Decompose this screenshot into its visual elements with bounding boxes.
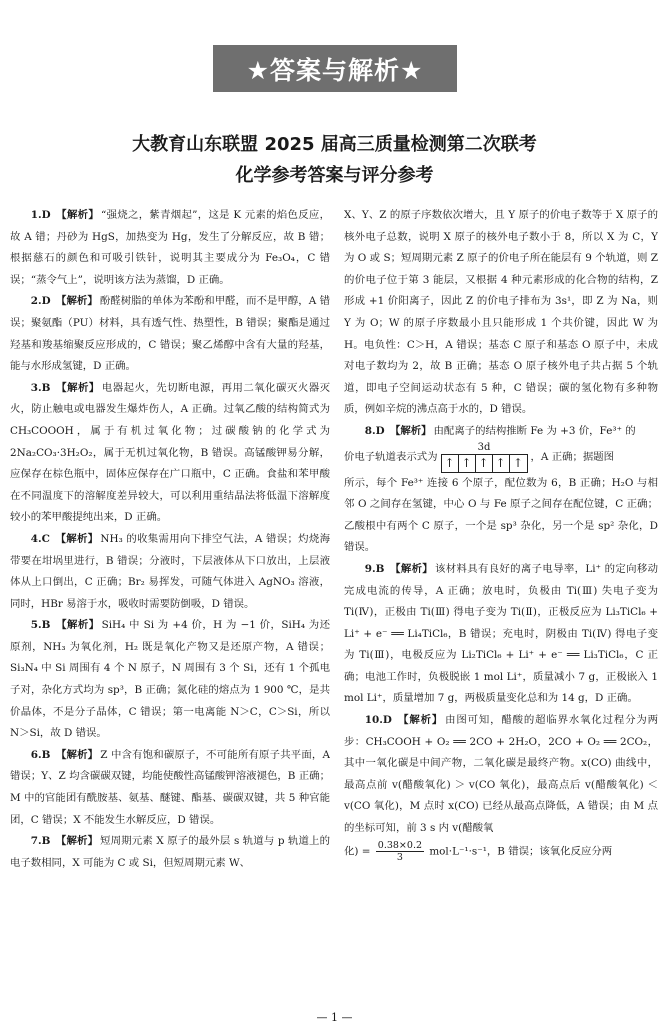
rate-fraction [376,840,424,863]
document-subtitle: 化学参考答案与评分参考 [235,165,434,186]
answer-letter: B [41,381,51,394]
analysis-tag: 【解析】 [55,835,99,848]
question-10: 10.D 【解析】 由图可知，醋酸的超临界水氧化过程分为两步：CH₃COOH + O₂ ══ 2CO + 2H₂O，2CO + O₂ ══ 2CO₂，其中一氧化碳是中间产物，二氧化碳是最终产物。x(CO) 曲线中，最高点前 v(醋酸氧化) ＞ v(CO 氧化)，最高点后 v(醋酸氧化) ＜ v(CO 氧化)，M 点时 x(CO) 已经从最高点降低，A 错误；由 M 点的坐标可知，前 3 s 内 v(醋酸氧 [344,714,658,835]
answer-letter: D [41,209,51,221]
question-8: 8.D 【解析】 由配离子的结构推断 Fe 为 +3 价，Fe³⁺ 的 [364,424,636,437]
question-4: 4.C 【解析】 NH₃ 的收集需用向下排空气法，A 错误；灼烧海带要在坩埚里进行，B 错误；分液时，下层液体从下口放出，上层液体从上口倒出，C 正确；Br₂ 易挥发，可随气体进入 AgNO₃ 溶液，同时，HBr 易溶于水，吸收时需要防倒吸，D 错误。 [10,532,330,610]
answer-letter: B [41,619,51,632]
right-column [344,205,658,1017]
orbital-box-up-arrow-icon: ↑ [459,455,476,472]
orbital-label: 3d [477,442,491,454]
analysis-tag: 【解析】 [389,424,432,437]
analysis-tag: 【解析】 [56,295,98,308]
left-column [10,205,330,1017]
orbital-diagram [441,442,528,473]
orbital-boxes [441,454,528,473]
answer-letter: B [375,562,385,575]
analysis-tag: 【解析】 [55,532,99,545]
fraction-numerator: 0.38×0.2 [377,839,423,851]
question-7-continued: X、Y、Z 的原子序数依次增大，且 Y 原子的价电子数等于 X 原子的核外电子总数，说明 X 原子的核外电子数小于 8，所以 X 为 C，Y 为 O 或 S；短周期元素 Z 原子的价电子所在能层有 9 个轨道，则 Z 的价电子位于第 3 能层，又根据 4 种元素形成的化合物的结构，Z 形成 +1 价阳离子，因此 Z 的价电子排布为 3s¹，即 Z 为 Na，则 Y 为 O；W 的原子序数最小且只能形成 1 个共价键，因此 W 为 H。电负性：C＞H，A 错误；基态 C 原子和基态 O 原子中，未成对电子数均为 2，故 B 正确；基态 O 原子核外电子共占据 5 个轨道，即电子空间运动状态有 5 种，C 错误；碳的氢化物有多种物质，例如辛烷的沸点高于水的，D 错误。 [344,209,658,416]
answer-letter: B [41,835,51,848]
orbital-box-up-arrow-icon: ↑ [493,455,510,472]
page-number: — 1 — [316,1011,353,1024]
analysis-tag: 【解析】 [56,619,100,632]
question-1: 1.D 【解析】 “强烧之，紫青烟起”，这是 K 元素的焰色反应，故 A 错；丹砂为 HgS，加热变为 Hg，发生了分解反应，故 B 错；根据慈石的颜色和可吸引铁针，说明其主要成分为 Fe₃O₄，C 错误；“蒸令气上”，说明该方法为蒸馏，D 正确。 [10,209,330,286]
question-10-rate-line: 化) = $\frac{0.38\times 0.2}{3}$ mol·L⁻¹·s⁻¹，B 错误；该氧化反应分两 [344,839,613,863]
orbital-box-up-arrow-icon: ↑ [442,455,459,472]
question-2: 2.D 【解析】 酚醛树脂的单体为苯酚和甲醛，而不是甲醇，A 错误；聚氨酯（PU）材料，具有透气性、热塑性，B 错误；聚酯是通过羟基和羧基缩聚反应形成的，C 错误；聚乙烯醇中含有大量的羟基，能与水形成氢键，D 正确。 [10,295,330,373]
answer-letter: C [41,532,50,545]
fraction-denominator: 3 [396,851,403,863]
question-3: 3.B 【解析】 电器起火，先切断电源，再用二氧化碳灭火器灭火，防止触电或电器发生爆炸伤人，A 正确。过氧乙酸的结构简式为 CH₃COOOH，属于有机过氧化物；过碳酸钠的化学式为 2Na₂CO₃·3H₂O₂，属于无机过氧化物，B 错误。高锰酸钾易分解，应保存在棕色瓶中，固体应保存在广口瓶中，C 正确。食盐和苯甲酸在不同温度下的溶解度差异较大，可以利用重结晶法将低温下溶解度较小的苯甲酸提纯出来，D 正确。 [10,381,330,524]
orbital-box-up-arrow-icon: ↑ [512,456,524,471]
analysis-tag: 【解析】 [390,562,434,575]
analysis-tag: 【解析】 [398,714,444,727]
question-8-continued: 所示，每个 Fe³⁺ 连接 6 个原子，配位数为 6，B 正确；H₂O 与相邻 O 之间存在氢键，中心 O 与 Fe 原子之间存在配位键，C 正确；乙酸根中有两个 C 原子，一个是 sp³ 杂化，另一个是 sp² 杂化，D 错误。 [344,476,658,554]
answer-banner: ★答案与解析★ [213,45,457,92]
question-9: 9.B 【解析】 该材料具有良好的离子电导率，Li⁺ 的定向移动完成电流的传导，A 正确；放电时，负极由 Ti(Ⅲ) 失电子变为 Ti(Ⅳ)，正极由 Ti(Ⅲ) 得电子变为 Ti(Ⅱ)，正极反应为 Li₃TiCl₆ + Li⁺ + e⁻ ══ Li₄TiCl₆，B 错误；充电时，阴极由 Ti(Ⅳ) 得电子变为 Ti(Ⅲ)，电极反应为 Li₂TiCl₆ + Li⁺ + e⁻ ══ Li₃TiCl₆，C 正确；电池工作时，负极脱嵌 1 mol Li⁺，质量减小 7 g，正极嵌入 1 mol Li⁺，质量增加 7 g，两极质量变化总和为 14 g，D 正确。 [344,562,658,705]
answer-letter: D [41,295,51,308]
orbital-box-up-arrow-icon: ↑ [476,455,493,472]
analysis-tag: 【解析】 [56,209,100,221]
question-7: 7.B 【解析】 短周期元素 X 原子的最外层 s 轨道与 p 轨道上的电子数相同，X 可能为 C 或 Si，但短周期元素 W、 [10,835,330,869]
analysis-tag: 【解析】 [55,748,99,761]
question-5: 5.B 【解析】 SiH₄ 中 Si 为 +4 价，H 为 −1 价，SiH₄ 为还原剂，NH₃ 为氧化剂，H₂ 既是氧化产物又是还原产物，A 错误；Si₃N₄ 中 Si 周围有 4 个 N 原子，N 周围有 3 个 Si，还有 1 个孤电子对，杂化方式均为 sp³，B 正确；氮化硅的熔点为 1 900 ℃，是共价晶体，不是分子晶体，C 错误；第一电离能 N＞C，C＞Si，所以 N＞Si，故 D 错误。 [10,619,330,740]
answer-letter: B [41,748,51,761]
answer-letter: D [375,424,385,437]
analysis-tag: 【解析】 [56,381,100,394]
document-title: 大教育山东联盟 2025 届高三质量检测第二次联考 [132,134,537,155]
question-6: 6.B 【解析】 Z 中含有饱和碳原子，不可能所有原子共平面，A 错误；Y、Z 均含碳碳双键，均能使酸性高锰酸钾溶液褪色，B 正确；M 中的官能团有酰胺基、氨基、醚键、酯基、碳碳双键，共 5 种官能团，C 错误；X 不能发生水解反应，D 错误。 [10,748,330,826]
orbital-diagram-line: 价电子轨道表示式为 3d ↑ ↑ ↑ ↑ ↑ ，A 正确；据题图 [344,443,658,473]
answer-letter: D [382,714,392,727]
